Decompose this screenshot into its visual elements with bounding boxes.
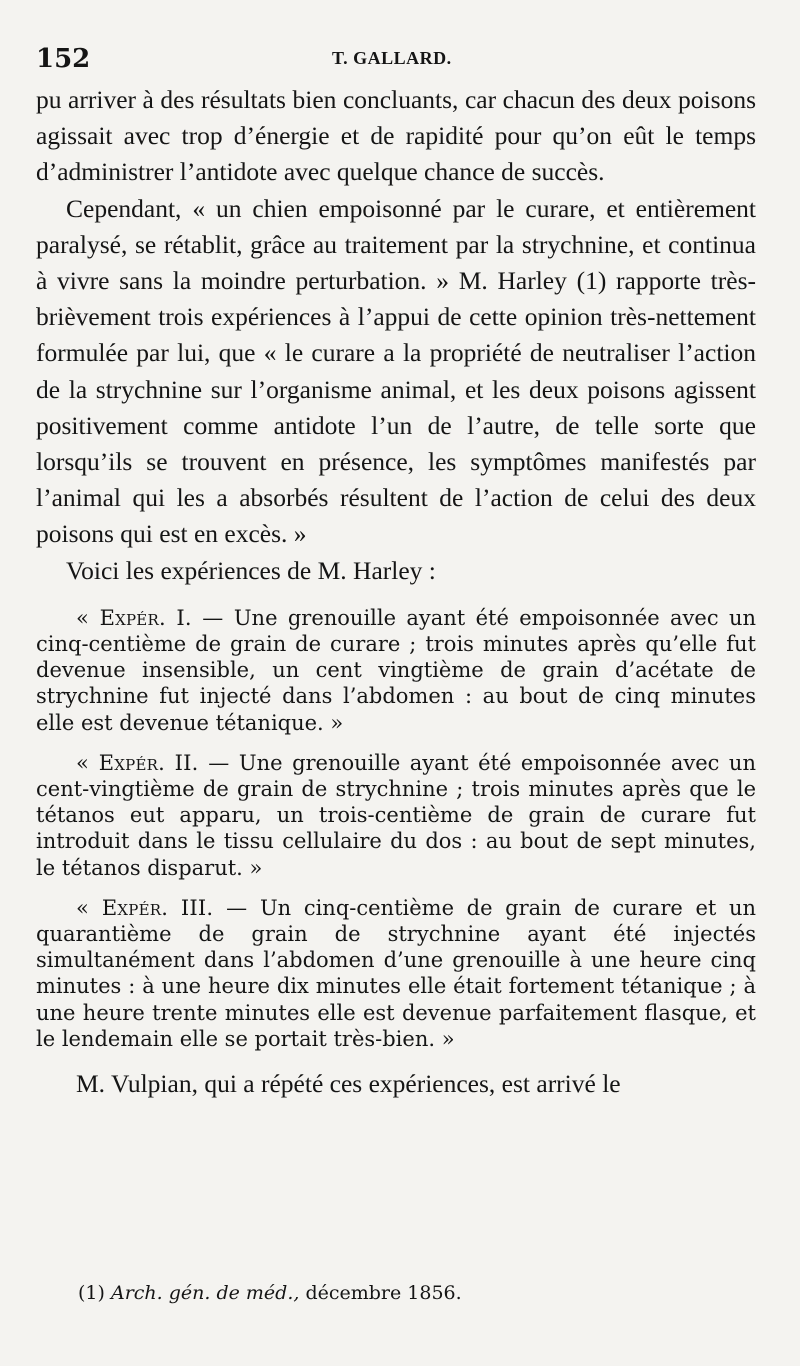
closing-paragraph: M. Vulpian, qui a répété ces expériences, est arrivé le xyxy=(76,1069,621,1099)
experiment-3 xyxy=(36,895,756,1052)
experiment-3-text: Un cinq-centième de grain de curare et un quarantième de grain de strychnine ayant été injectés simultanément dans l’abdomen d’une grenouille à une heure cinq minutes : à une heure dix minutes elle était fortement tétanique ; à une heure trente minutes elle est devenue parfaitement flasque, et le lendemain elle se portait très-bien. » xyxy=(36,895,756,1051)
experiment-2-label: « Expér. II. — xyxy=(76,750,230,775)
experiment-3-label: « Expér. III. — xyxy=(76,895,248,920)
paragraph-continuation: pu arriver à des résultats bien concluants, car chacun des deux poisons agissait avec trop d’énergie et de rapidité pour qu’on eût le temps d’administrer l’antidote avec quelque chance de succès. xyxy=(36,85,756,187)
running-head: T. GALLARD. xyxy=(332,48,452,68)
page-header xyxy=(36,40,756,74)
paragraph-intro-experiments: Voici les expériences de M. Harley : xyxy=(66,555,436,585)
page-number: 152 xyxy=(36,44,91,74)
experiment-2 xyxy=(36,750,756,881)
experiments-quote-block xyxy=(36,605,756,1052)
experiment-2-text: Une grenouille ayant été empoisonnée avec un cent-vingtième de grain de strychnine ; trois minutes après que le tétanos eut apparu, un trois-centième de grain de curare fut introduit dans le tissu cellulaire du dos : au bout de sept minutes, le tétanos disparut. » xyxy=(36,750,756,880)
footnote-source: Arch. gén. de méd., xyxy=(110,1282,300,1304)
experiment-1 xyxy=(36,605,756,736)
experiment-1-label: « Expér. I. — xyxy=(76,605,224,630)
main-text xyxy=(36,82,756,589)
footnote-date: décembre 1856. xyxy=(305,1282,462,1304)
footnote-marker: (1) xyxy=(78,1282,105,1304)
footnote xyxy=(78,1282,758,1304)
paragraph-curare-harley: Cependant, « un chien empoisonné par le curare, et entièrement paralysé, se rétablit, grâce au traitement par la strychnine, et continua à vivre sans la moindre perturbation. » M. Harley (1) rapporte très-brièvement trois expériences à l’appui de cette opinion très-nettement formulée par lui, que « le curare a la propriété de neutraliser l’action de la strychnine sur l’organisme animal, et les deux poisons agissent positivement comme antidote l’un de l’autre, de telle sorte que lorsqu’ils se trouvent en présence, les symptômes manifestés par l’animal qui les a absorbés résultent de l’action de celui des deux poisons qui est en excès. » xyxy=(36,193,756,549)
page-body xyxy=(36,82,756,1102)
experiment-1-text: Une grenouille ayant été empoisonnée avec un cinq-centième de grain de curare ; trois minutes après qu’elle fut devenue insensible, un cent vingtième de grain d’acétate de strychnine fut injecté dans l’abdomen : au bout de cinq minutes elle est devenue tétanique. » xyxy=(36,605,756,735)
